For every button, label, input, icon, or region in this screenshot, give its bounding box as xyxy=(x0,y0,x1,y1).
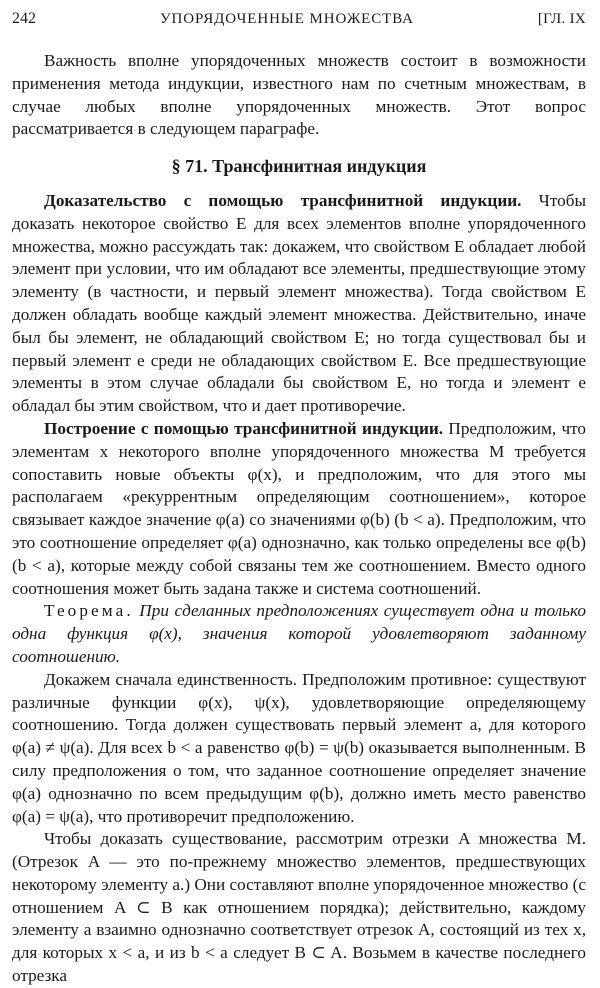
section-heading: § 71. Трансфинитная индукция xyxy=(171,156,427,177)
chapter-reference: [ГЛ. IX xyxy=(537,11,586,27)
construction-paragraph-text: Предположим, что элементам x некоторого вполне упорядоченного множества M требуется сопоставить новые объекты φ(x), и предположим, что для этого мы располагаем «рекуррентным определяющим соотношением», которое связывает каждое значение φ(a) со значениями φ(b) (b < a). Предположим, что это соотношение определяет φ(a) однозначно, как только определены все φ(b) (b < a), которые между собой связаны тем же соотношением. Вместо одного соотношения может быть задана также и система соотношений. xyxy=(12,418,587,598)
running-header xyxy=(12,10,586,36)
proof-paragraph xyxy=(12,190,586,418)
uniqueness-paragraph: Докажем сначала единственность. Предположим противное: существуют различные функции φ(x), ψ(x), удовлетворяющие определяющему соотношению. Тогда должен существовать первый элемент a, для которого φ(a) ≠ ψ(a). Для всех b < a равенство φ(b) = ψ(b) оказывается выполненным. В силу предположения о том, что заданное соотношение определяет значение φ(a) однозначно по всем предыдущим φ(b), должно иметь место равенство φ(a) = ψ(a), что противоречит предположению. xyxy=(12,669,586,826)
theorem-label: Теорема. xyxy=(44,601,134,621)
running-title: УПОРЯДОЧЕННЫЕ МНОЖЕСТВА xyxy=(159,11,414,27)
proof-runin-heading: Доказательство с помощью трансфинитной индукции. xyxy=(44,190,522,210)
existence-paragraph: Чтобы доказать существование, рассмотрим отрезки A множества M. (Отрезок A — это по-прежнему множество элементов, предшествующих некоторому элементу a.) Они составляют вполне упорядоченное множество (с отношением A ⊂ B как отношением порядка); действительно, каждому элементу a взаимно однозначно соответствует отрезок A, состоящий из тех x, для которых x < a, и из b < a следует B ⊂ A. Возьмем в качестве последнего отрезка xyxy=(12,829,586,986)
theorem-paragraph xyxy=(12,600,586,668)
construction-paragraph xyxy=(12,418,586,600)
intro-paragraph: Важность вполне упорядоченных множеств состоит в возможности применения метода индукции, известного нам по счетным множествам, в случае любых вполне упорядоченных множеств. Этот вопрос рассматривается в следующем параграфе. xyxy=(12,51,586,139)
proof-paragraph-text: Чтобы доказать некоторое свойство E для всех элементов вполне упорядоченного множества, можно рассуждать так: докажем, что свойством E обладает любой элемент при условии, что им обладают все элементы, предшествующие этому элементу (в частности, и первый элемент множества). Тогда свойством E должен обладать вообще каждый элемент множества. Действительно, иначе был бы элемент, не обладающий свойством E; но тогда существовал бы и первый элемент e среди не обладающих свойством E. Все предшествующие элементы в этом случае обладали бы свойством E, но тогда и элемент e обладал бы этим свойством, что и дает противоречие. xyxy=(12,190,586,416)
body-text xyxy=(12,50,586,988)
page-number: 242 xyxy=(12,10,36,27)
theorem-statement: При сделанных предположениях существует одна и только одна функция φ(x), значения которой удовлетворяют заданному соотношению. xyxy=(12,601,586,666)
construction-runin-heading: Построение с помощью трансфинитной индукции. xyxy=(44,418,444,438)
